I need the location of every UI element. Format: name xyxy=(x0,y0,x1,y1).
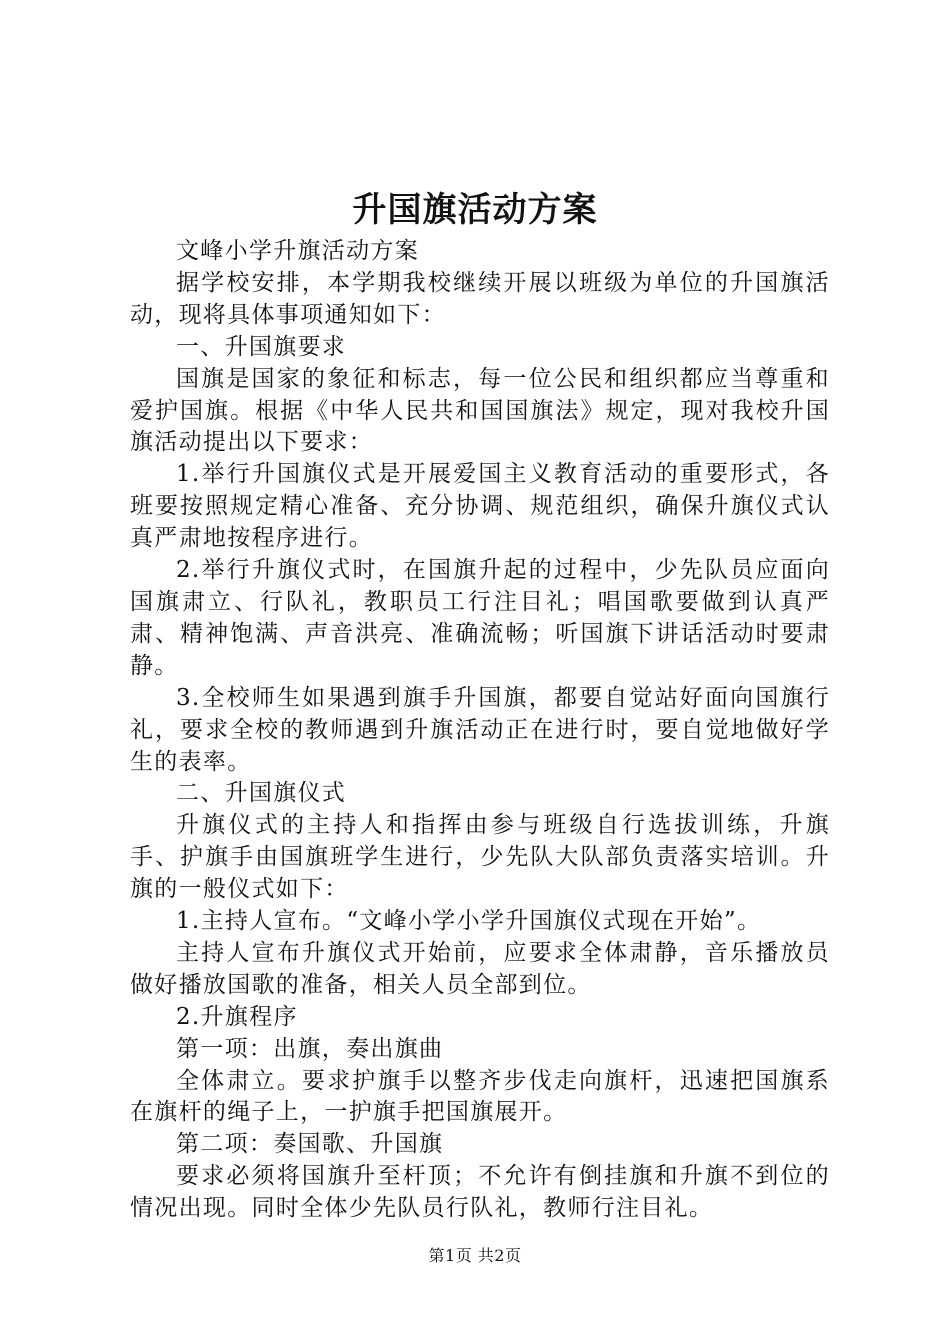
section-heading-ceremony: 二、升国旗仪式 xyxy=(176,780,347,807)
document-body xyxy=(130,236,830,1225)
paragraph-ceremony-intro: 升旗仪式的主持人和指挥由参与班级自行选拔训练，升旗手、护旗手由国旗班学生进行，少先队大队部负责落实培训。升旗的一般仪式如下： xyxy=(130,812,830,903)
paragraph-step-1-detail: 全体肃立。要求护旗手以整齐步伐走向旗杆，迅速把国旗系在旗杆的绳子上，一护旗手把国旗展开。 xyxy=(130,1067,830,1126)
requirement-item-3: 3.全校师生如果遇到旗手升国旗，都要自觉站好面向国旗行礼，要求全校的教师遇到升旗活动正在进行时，要自觉地做好学生的表率。 xyxy=(130,684,830,775)
document-title: 升国旗活动方案 xyxy=(352,190,598,230)
procedure-step-1: 第一项：出旗，奏出旗曲 xyxy=(176,1035,444,1062)
paragraph-intro: 据学校安排，本学期我校继续开展以班级为单位的升国旗活动，现将具体事项通知如下： xyxy=(130,269,830,328)
paragraph-step-2-detail: 要求必须将国旗升至杆顶；不允许有倒挂旗和升旗不到位的情况出现。同时全体少先队员行队礼，教师行注目礼。 xyxy=(130,1163,830,1222)
paragraph-host-announce: 主持人宣布升旗仪式开始前，应要求全体肃静，音乐播放员做好播放国歌的准备，相关人员全部到位。 xyxy=(130,939,830,998)
ceremony-item-2: 2.升旗程序 xyxy=(176,1003,298,1030)
section-heading-requirements: 一、升国旗要求 xyxy=(176,333,347,360)
procedure-step-2: 第二项：奏国歌、升国旗 xyxy=(176,1131,444,1158)
paragraph-flag-meaning: 国旗是国家的象征和标志，每一位公民和组织都应当尊重和爱护国旗。根据《中华人民共和国国旗法》规定，现对我校升国旗活动提出以下要求： xyxy=(130,365,830,456)
paragraph-subtitle: 文峰小学升旗活动方案 xyxy=(176,238,419,264)
requirement-item-1: 1.举行升国旗仪式是开展爱国主义教育活动的重要形式，各班要按照规定精心准备、充分协调、规范组织，确保升旗仪式认真严肃地按程序进行。 xyxy=(130,461,830,552)
page-footer: 第1页 共2页 xyxy=(428,1246,522,1265)
ceremony-item-1: 1.主持人宣布。“文峰小学小学升国旗仪式现在开始”。 xyxy=(176,908,762,935)
requirement-item-2: 2.举行升旗仪式时，在国旗升起的过程中，少先队员应面向国旗肃立、行队礼，教职员工行注目礼；唱国歌要做到认真严肃、精神饱满、声音洪亮、准确流畅；听国旗下讲话活动时要肃静。 xyxy=(130,557,830,679)
